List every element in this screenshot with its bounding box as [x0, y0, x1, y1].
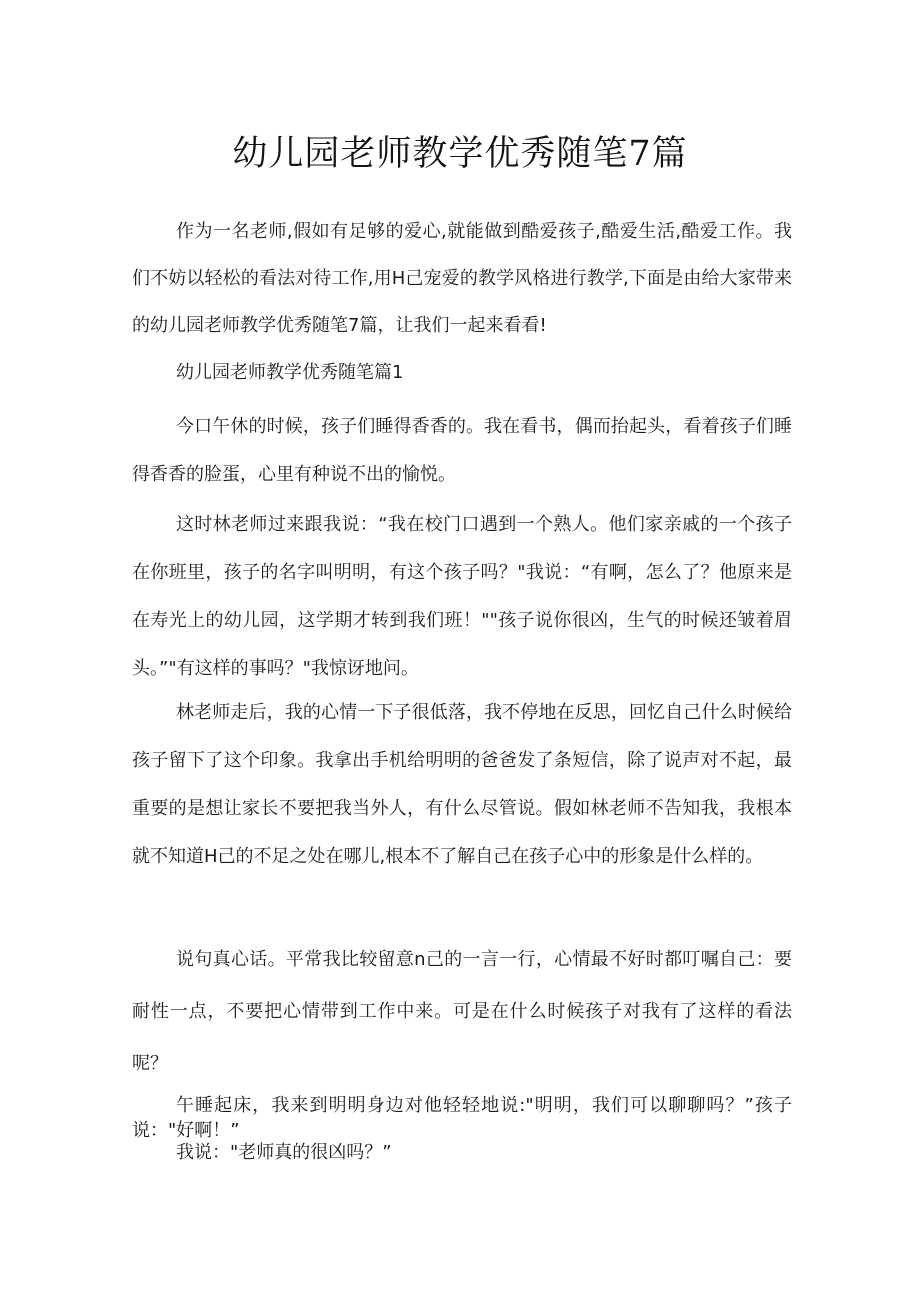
document-title: 幼儿园老师教学优秀随笔7篇 [232, 134, 688, 174]
body-paragraph: 午睡起床，我来到明明身边对他轻轻地说:"明明，我们可以聊聊吗？”孩子说："好啊！” [132, 1095, 792, 1141]
section-heading: 幼儿园老师教学优秀随笔篇1 [176, 362, 404, 383]
intro-paragraph: 作为一名老师,假如有足够的爱心,就能做到酷爱孩子,酷爱生活,酷爱工作。我们不妨以轻松的看法对待工作,用H己宠爱的教学风格进行教学,下面是由给大家带来的幼儿园老师教学优秀随笔7篇，让我们一起来看看! [132, 221, 792, 336]
body-paragraph: 说句真心话。平常我比较留意n己的一言一行，心情最不好时都叮嘱自己：要耐性一点，不要把心情带到工作中来。可是在什么时候孩子对我有了这样的看法呢？ [132, 949, 792, 1074]
body-paragraph: 今口午休的时候，孩子们睡得香香的。我在看书，偶而抬起头，看着孩子们睡得香香的脸蛋，心里有种说不出的愉悦。 [132, 416, 792, 485]
body-paragraph: 我说："老师真的很凶吗？” [176, 1142, 392, 1163]
body-paragraph: 林老师走后，我的心情一下子很低落，我不停地在反思，回忆自己什么时候给孩子留下了这个印象。我拿出手机给明明的爸爸发了条短信，除了说声对不起，最重要的是想让家长不要把我当外人，有什么尽管说。假如林老师不告知我，我根本就不知道H己的不足之处在哪儿,根本不了解自己在孩子心中的形象是什么样的。 [132, 702, 792, 867]
body-paragraph: 这时林老师过来跟我说：“我在校门口遇到一个熟人。他们家亲戚的一个孩子在你班里，孩子的名字叫明明，有这个孩子吗？"我说：“有啊，怎么了？他原来是在寿光上的幼儿园，这学期才转到我们班！""孩子说你很凶，生气的时候还皱着眉头。”"有这样的事吗？"我惊讶地问。 [132, 514, 792, 679]
